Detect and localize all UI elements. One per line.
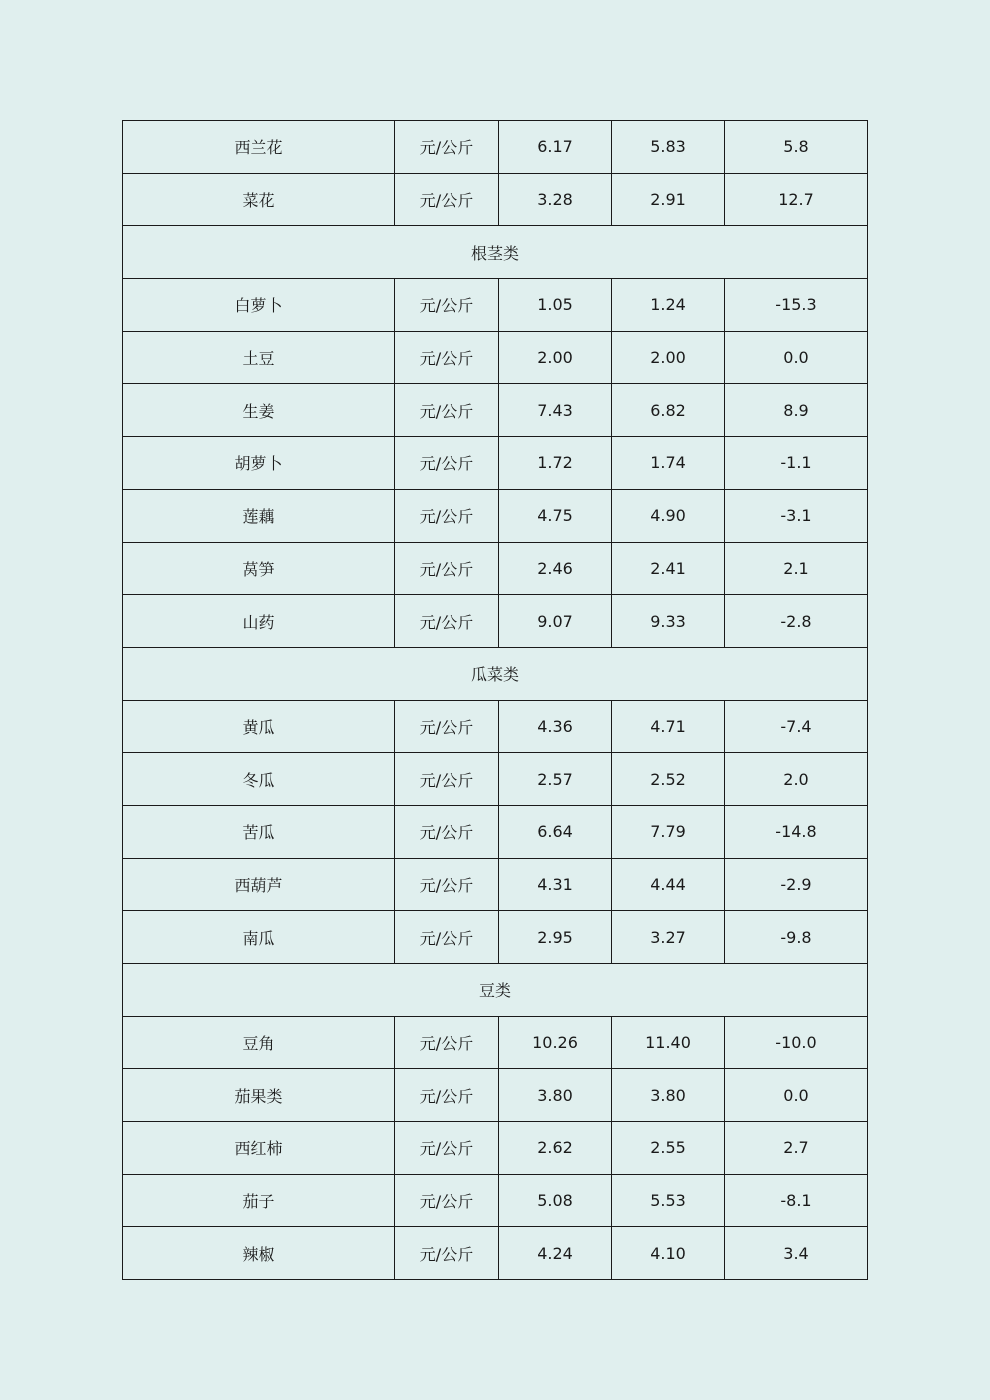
unit-cell: 元/公斤 [395,121,499,174]
vegetable-price-table [122,120,868,1280]
table-row [123,700,868,753]
current-price-cell: 1.72 [499,437,612,490]
unit-cell: 元/公斤 [395,489,499,542]
change-percent-cell: -10.0 [725,1016,868,1069]
price-table-body [123,121,868,1280]
category-row [123,964,868,1017]
table-row [123,1122,868,1175]
table-row [123,595,868,648]
change-percent-cell: -3.1 [725,489,868,542]
current-price-cell: 6.64 [499,805,612,858]
previous-price-cell: 5.53 [612,1174,725,1227]
current-price-cell: 2.46 [499,542,612,595]
vegetable-name-cell: 黄瓜 [123,700,395,753]
vegetable-name-cell: 苦瓜 [123,805,395,858]
current-price-cell: 7.43 [499,384,612,437]
vegetable-name-cell: 胡萝卜 [123,437,395,490]
previous-price-cell: 6.82 [612,384,725,437]
vegetable-name-cell: 生姜 [123,384,395,437]
change-percent-cell: -14.8 [725,805,868,858]
unit-cell: 元/公斤 [395,384,499,437]
table-row [123,331,868,384]
vegetable-name-cell: 西红柿 [123,1122,395,1175]
current-price-cell: 4.31 [499,858,612,911]
vegetable-name-cell: 豆角 [123,1016,395,1069]
vegetable-name-cell: 莴笋 [123,542,395,595]
vegetable-name-cell: 土豆 [123,331,395,384]
unit-cell: 元/公斤 [395,542,499,595]
current-price-cell: 5.08 [499,1174,612,1227]
change-percent-cell: 3.4 [725,1227,868,1280]
previous-price-cell: 7.79 [612,805,725,858]
vegetable-name-cell: 茄子 [123,1174,395,1227]
vegetable-name-cell: 白萝卜 [123,279,395,332]
previous-price-cell: 2.52 [612,753,725,806]
change-percent-cell: -2.9 [725,858,868,911]
change-percent-cell: -8.1 [725,1174,868,1227]
previous-price-cell: 2.41 [612,542,725,595]
table-row [123,1069,868,1122]
previous-price-cell: 2.91 [612,173,725,226]
table-row [123,121,868,174]
change-percent-cell: 2.0 [725,753,868,806]
vegetable-name-cell: 茄果类 [123,1069,395,1122]
current-price-cell: 3.28 [499,173,612,226]
unit-cell: 元/公斤 [395,911,499,964]
unit-cell: 元/公斤 [395,595,499,648]
vegetable-name-cell: 莲藕 [123,489,395,542]
table-row [123,858,868,911]
table-row [123,437,868,490]
unit-cell: 元/公斤 [395,1122,499,1175]
vegetable-name-cell: 菜花 [123,173,395,226]
vegetable-name-cell: 山药 [123,595,395,648]
previous-price-cell: 1.74 [612,437,725,490]
previous-price-cell: 3.80 [612,1069,725,1122]
previous-price-cell: 5.83 [612,121,725,174]
vegetable-name-cell: 辣椒 [123,1227,395,1280]
table-row [123,279,868,332]
unit-cell: 元/公斤 [395,279,499,332]
current-price-cell: 1.05 [499,279,612,332]
unit-cell: 元/公斤 [395,1069,499,1122]
current-price-cell: 4.24 [499,1227,612,1280]
unit-cell: 元/公斤 [395,173,499,226]
change-percent-cell: 5.8 [725,121,868,174]
category-label: 豆类 [123,964,868,1017]
unit-cell: 元/公斤 [395,437,499,490]
unit-cell: 元/公斤 [395,858,499,911]
vegetable-name-cell: 南瓜 [123,911,395,964]
category-row [123,647,868,700]
unit-cell: 元/公斤 [395,805,499,858]
previous-price-cell: 4.44 [612,858,725,911]
previous-price-cell: 1.24 [612,279,725,332]
price-table-container [122,120,867,1280]
current-price-cell: 4.36 [499,700,612,753]
unit-cell: 元/公斤 [395,331,499,384]
change-percent-cell: -1.1 [725,437,868,490]
category-row [123,226,868,279]
unit-cell: 元/公斤 [395,1227,499,1280]
current-price-cell: 10.26 [499,1016,612,1069]
current-price-cell: 6.17 [499,121,612,174]
previous-price-cell: 2.55 [612,1122,725,1175]
previous-price-cell: 3.27 [612,911,725,964]
unit-cell: 元/公斤 [395,1174,499,1227]
category-label: 根茎类 [123,226,868,279]
change-percent-cell: -9.8 [725,911,868,964]
table-row [123,384,868,437]
current-price-cell: 9.07 [499,595,612,648]
table-row [123,1227,868,1280]
table-row [123,805,868,858]
previous-price-cell: 4.10 [612,1227,725,1280]
table-row [123,1174,868,1227]
table-row [123,911,868,964]
change-percent-cell: 2.1 [725,542,868,595]
table-row [123,1016,868,1069]
current-price-cell: 2.00 [499,331,612,384]
vegetable-name-cell: 西葫芦 [123,858,395,911]
table-row [123,753,868,806]
current-price-cell: 2.62 [499,1122,612,1175]
table-row [123,489,868,542]
vegetable-name-cell: 冬瓜 [123,753,395,806]
change-percent-cell: 2.7 [725,1122,868,1175]
previous-price-cell: 4.90 [612,489,725,542]
vegetable-name-cell: 西兰花 [123,121,395,174]
previous-price-cell: 11.40 [612,1016,725,1069]
current-price-cell: 4.75 [499,489,612,542]
change-percent-cell: 8.9 [725,384,868,437]
change-percent-cell: -2.8 [725,595,868,648]
table-row [123,542,868,595]
change-percent-cell: 0.0 [725,331,868,384]
current-price-cell: 2.95 [499,911,612,964]
unit-cell: 元/公斤 [395,753,499,806]
table-row [123,173,868,226]
category-label: 瓜菜类 [123,647,868,700]
current-price-cell: 2.57 [499,753,612,806]
previous-price-cell: 2.00 [612,331,725,384]
current-price-cell: 3.80 [499,1069,612,1122]
change-percent-cell: -7.4 [725,700,868,753]
previous-price-cell: 4.71 [612,700,725,753]
change-percent-cell: 0.0 [725,1069,868,1122]
previous-price-cell: 9.33 [612,595,725,648]
change-percent-cell: 12.7 [725,173,868,226]
unit-cell: 元/公斤 [395,1016,499,1069]
unit-cell: 元/公斤 [395,700,499,753]
change-percent-cell: -15.3 [725,279,868,332]
